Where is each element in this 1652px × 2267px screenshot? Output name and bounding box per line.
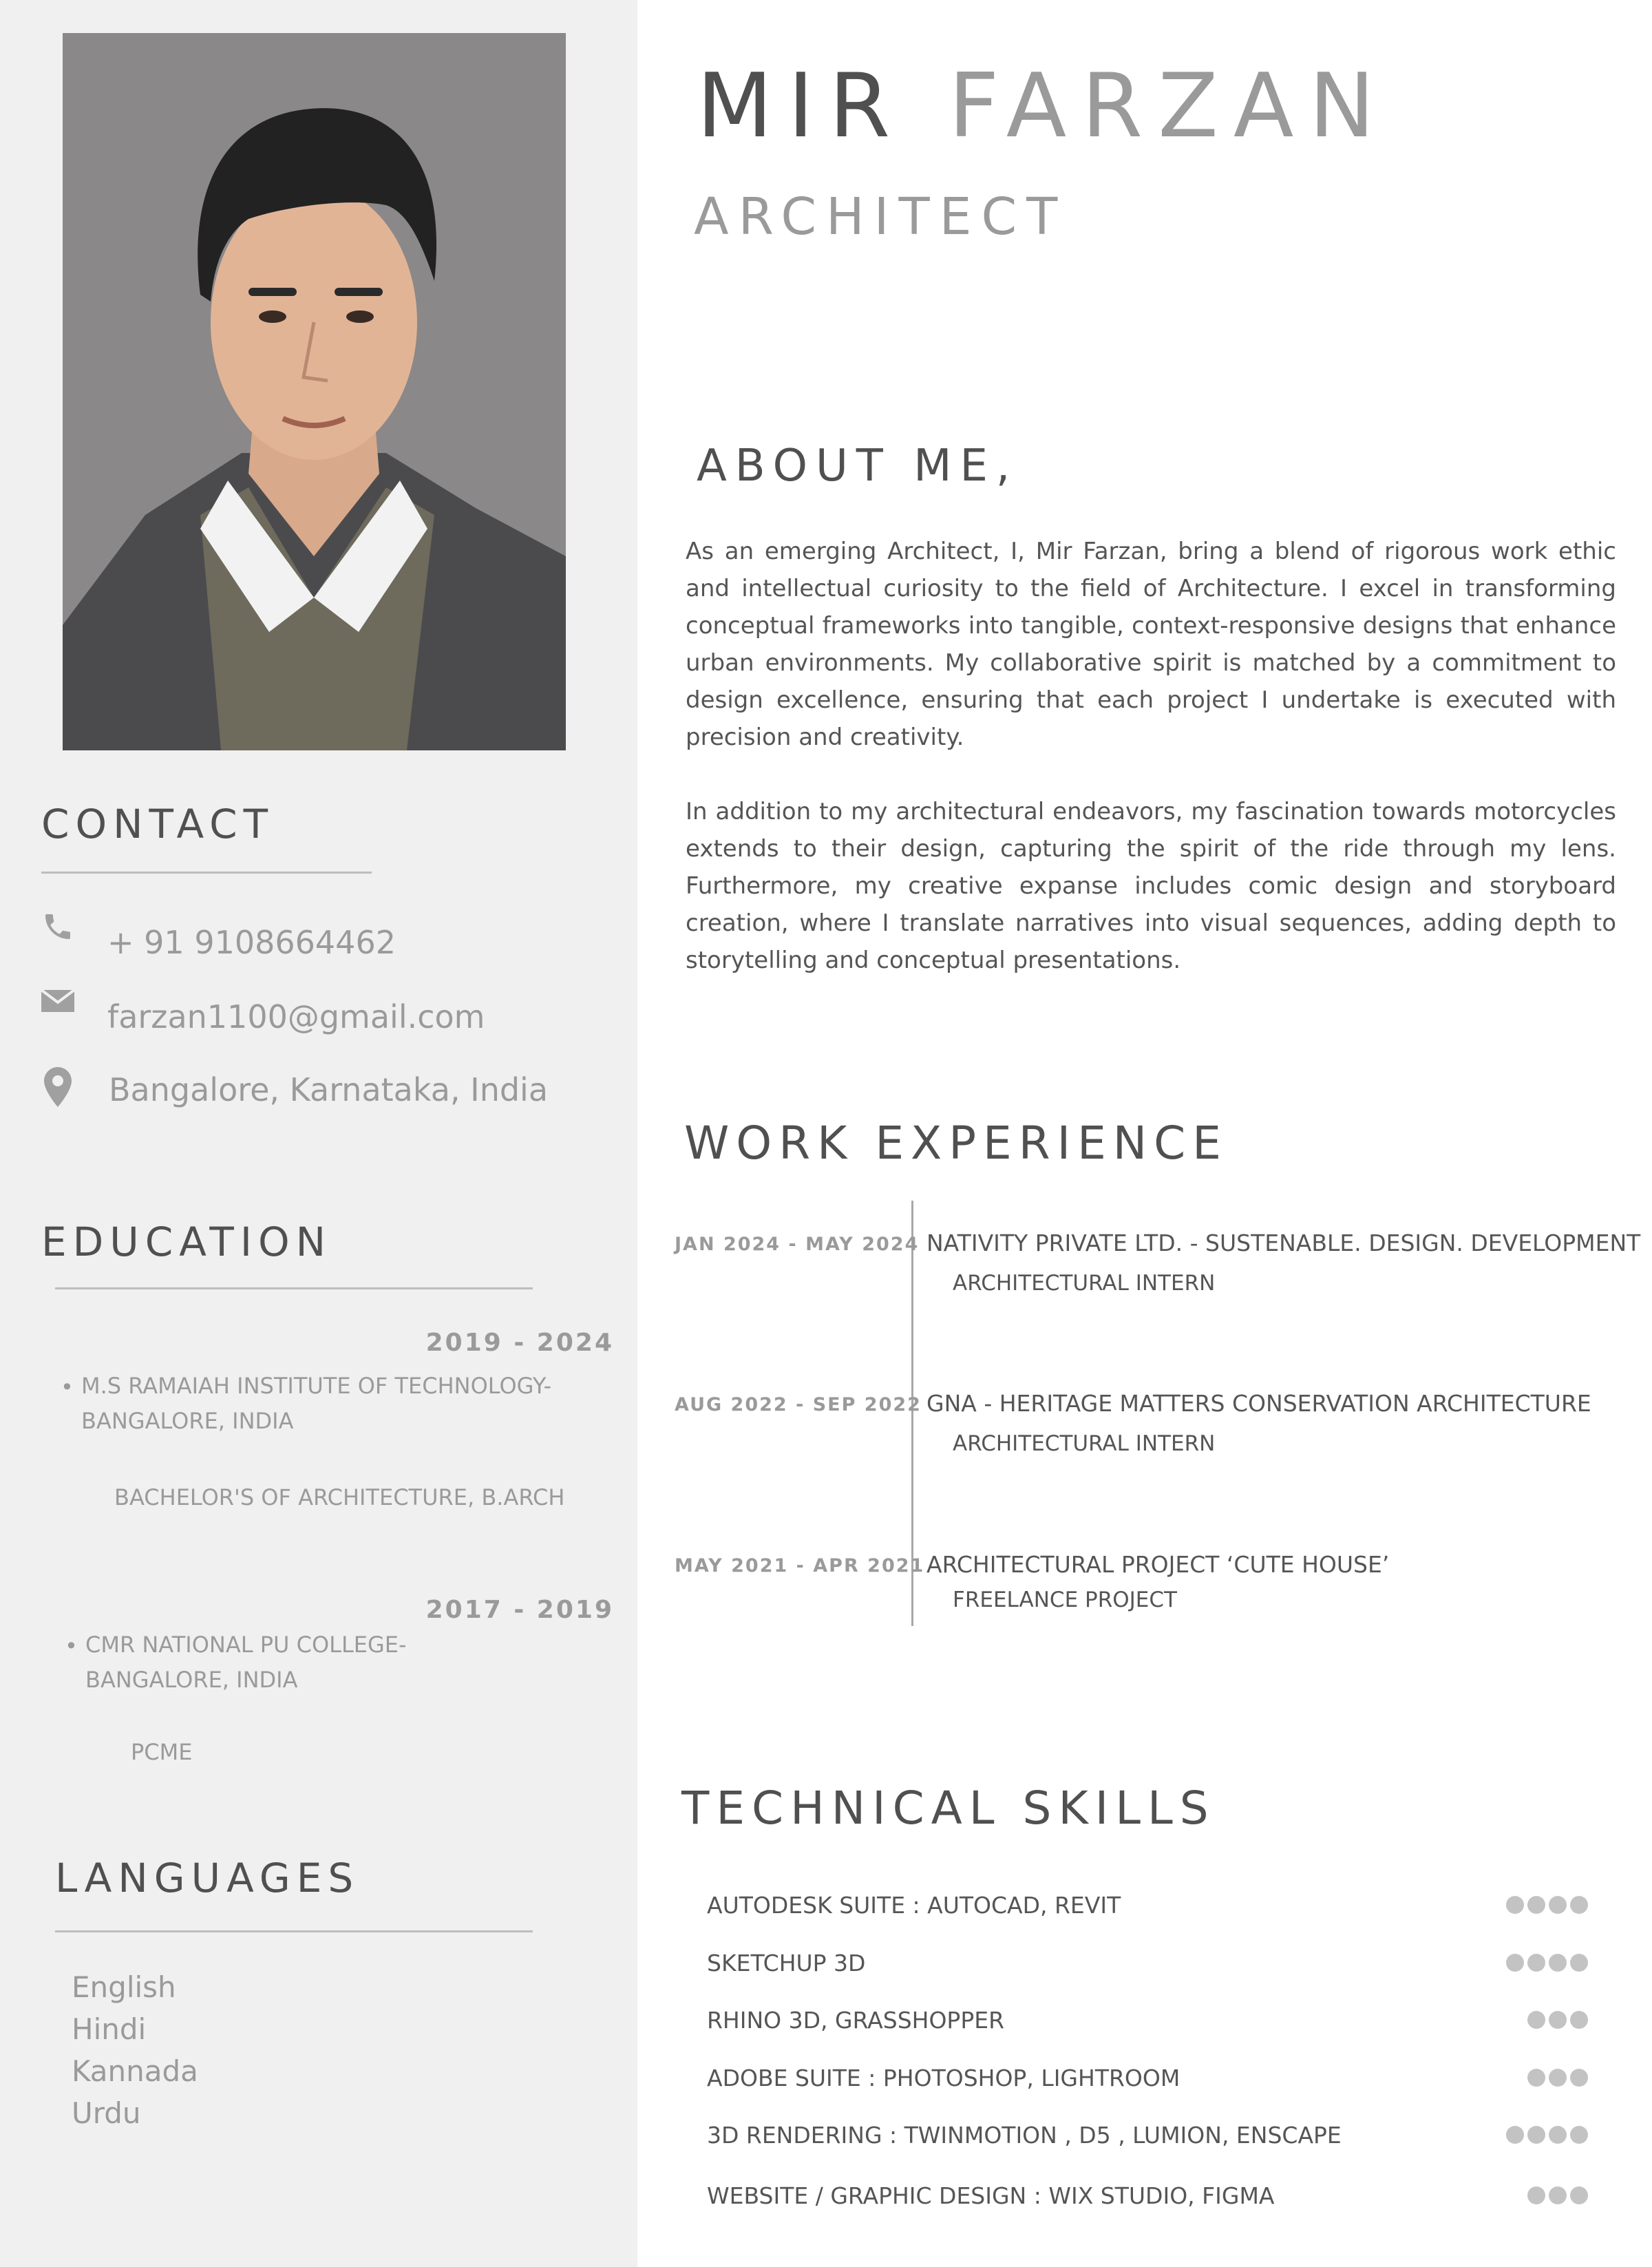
mail-icon <box>41 987 74 1015</box>
skill-row <box>707 1950 1588 1991</box>
rating-dot <box>1549 2011 1567 2029</box>
rating-dot <box>1570 1954 1588 1972</box>
education-institution <box>85 1627 608 1698</box>
education-divider <box>55 1287 533 1289</box>
skill-name: WEBSITE / GRAPHIC DESIGN : WIX STUDIO, FIGMA <box>707 2182 1275 2209</box>
institution-line: CMR NATIONAL PU COLLEGE- <box>85 1632 407 1658</box>
about-heading: ABOUT ME, <box>697 441 1019 492</box>
last-name: FARZAN <box>948 55 1390 158</box>
location-pin-icon <box>44 1067 72 1107</box>
skill-rating <box>1527 2186 1588 2204</box>
institution-line: BANGALORE, INDIA <box>81 1408 294 1434</box>
skill-rating <box>1506 2126 1588 2144</box>
phone-number: + 91 9108664462 <box>107 924 396 961</box>
rating-dot <box>1570 1896 1588 1914</box>
skill-name: 3D RENDERING : TWINMOTION , D5 , LUMION, ENSCAPE <box>707 2122 1342 2149</box>
rating-dot <box>1549 2126 1567 2144</box>
work-company: NATIVITY PRIVATE LTD. - SUSTENABLE. DESIGN. DEVELOPMENT <box>926 1230 1641 1256</box>
skill-rating <box>1527 2011 1588 2029</box>
education-years: 2017 - 2019 <box>425 1596 614 1624</box>
full-name <box>697 55 1390 158</box>
skill-rating <box>1527 2069 1588 2087</box>
work-role: FREELANCE PROJECT <box>953 1588 1177 1612</box>
work-dates: MAY 2021 - APR 2021 <box>675 1555 925 1577</box>
skill-row <box>707 1892 1588 1933</box>
rating-dot <box>1570 2126 1588 2144</box>
rating-dot <box>1549 2069 1567 2087</box>
rating-dot <box>1527 2069 1545 2087</box>
about-paragraph: In addition to my architectural endeavors, my fascination towards motorcycles extends to their design, capturing the spirit of the ride through my lens. Furthermore, my creative expanse includes comic design and storyboard creation, where I translate narratives into visual sequences, adding depth to storytelling and conceptual presentations. <box>686 798 1616 974</box>
education-degree: PCME <box>131 1739 193 1765</box>
job-title: ARCHITECT <box>694 187 1068 246</box>
skill-row <box>707 2007 1588 2048</box>
institution-line: BANGALORE, INDIA <box>85 1667 298 1693</box>
rating-dot <box>1506 1896 1524 1914</box>
education-bullet: • <box>65 1633 78 1659</box>
rating-dot <box>1527 2126 1545 2144</box>
language-item: Hindi <box>72 2012 147 2046</box>
skill-name: RHINO 3D, GRASSHOPPER <box>707 2007 1005 2034</box>
rating-dot <box>1570 2011 1588 2029</box>
rating-dot <box>1570 2186 1588 2204</box>
languages-divider <box>55 1930 533 1932</box>
skill-row <box>707 2182 1588 2224</box>
contact-divider <box>41 872 372 874</box>
language-item: Kannada <box>72 2054 198 2088</box>
rating-dot <box>1506 1954 1524 1972</box>
work-company: GNA - HERITAGE MATTERS CONSERVATION ARCHITECTURE <box>926 1390 1591 1417</box>
skill-name: ADOBE SUITE : PHOTOSHOP, LIGHTROOM <box>707 2065 1180 2091</box>
rating-dot <box>1570 2069 1588 2087</box>
skill-rating <box>1506 1954 1588 1972</box>
about-paragraph: As an emerging Architect, I, Mir Farzan, bring a blend of rigorous work ethic and intellectual curiosity to the field of Architecture. I excel in transforming conceptual frameworks into tangible, context-responsive designs that enhance urban environments. My collaborative spirit is matched by a commitment to design excellence, ensuring that each project I undertake is executed with precision and creativity. <box>686 538 1616 751</box>
rating-dot <box>1549 2186 1567 2204</box>
work-role: ARCHITECTURAL INTERN <box>953 1431 1216 1456</box>
institution-line: M.S RAMAIAH INSTITUTE OF TECHNOLOGY- <box>81 1373 552 1399</box>
skill-name: AUTODESK SUITE : AUTOCAD, REVIT <box>707 1892 1121 1919</box>
rating-dot <box>1549 1954 1567 1972</box>
languages-list <box>72 1966 198 2134</box>
language-item: English <box>72 1970 176 2004</box>
work-company: ARCHITECTURAL PROJECT ‘CUTE HOUSE’ <box>926 1551 1390 1578</box>
contact-heading: CONTACT <box>41 801 275 847</box>
language-item: Urdu <box>72 2096 141 2130</box>
work-dates: AUG 2022 - SEP 2022 <box>675 1394 922 1415</box>
education-bullet: • <box>61 1374 74 1400</box>
education-institution <box>81 1369 604 1439</box>
skill-row <box>707 2065 1588 2106</box>
work-dates: JAN 2024 - MAY 2024 <box>675 1234 920 1255</box>
first-name: MIR <box>697 55 906 158</box>
education-heading: EDUCATION <box>41 1219 332 1265</box>
email-address: farzan1100@gmail.com <box>107 998 485 1035</box>
rating-dot <box>1527 1954 1545 1972</box>
skill-row <box>707 2122 1588 2163</box>
phone-icon <box>41 910 74 943</box>
rating-dot <box>1527 2011 1545 2029</box>
skills-heading: TECHNICAL SKILLS <box>681 1782 1216 1835</box>
rating-dot <box>1549 1896 1567 1914</box>
profile-photo <box>63 33 566 750</box>
rating-dot <box>1527 1896 1545 1914</box>
languages-heading: LANGUAGES <box>55 1855 360 1901</box>
about-text <box>686 533 1616 979</box>
education-years: 2019 - 2024 <box>425 1329 614 1357</box>
work-heading: WORK EXPERIENCE <box>684 1117 1228 1170</box>
education-degree: BACHELOR'S OF ARCHITECTURE, B.ARCH <box>114 1484 565 1510</box>
rating-dot <box>1506 2126 1524 2144</box>
location: Bangalore, Karnataka, India <box>109 1071 549 1108</box>
rating-dot <box>1527 2186 1545 2204</box>
skill-rating <box>1506 1896 1588 1914</box>
skill-name: SKETCHUP 3D <box>707 1950 866 1976</box>
work-role: ARCHITECTURAL INTERN <box>953 1271 1216 1296</box>
